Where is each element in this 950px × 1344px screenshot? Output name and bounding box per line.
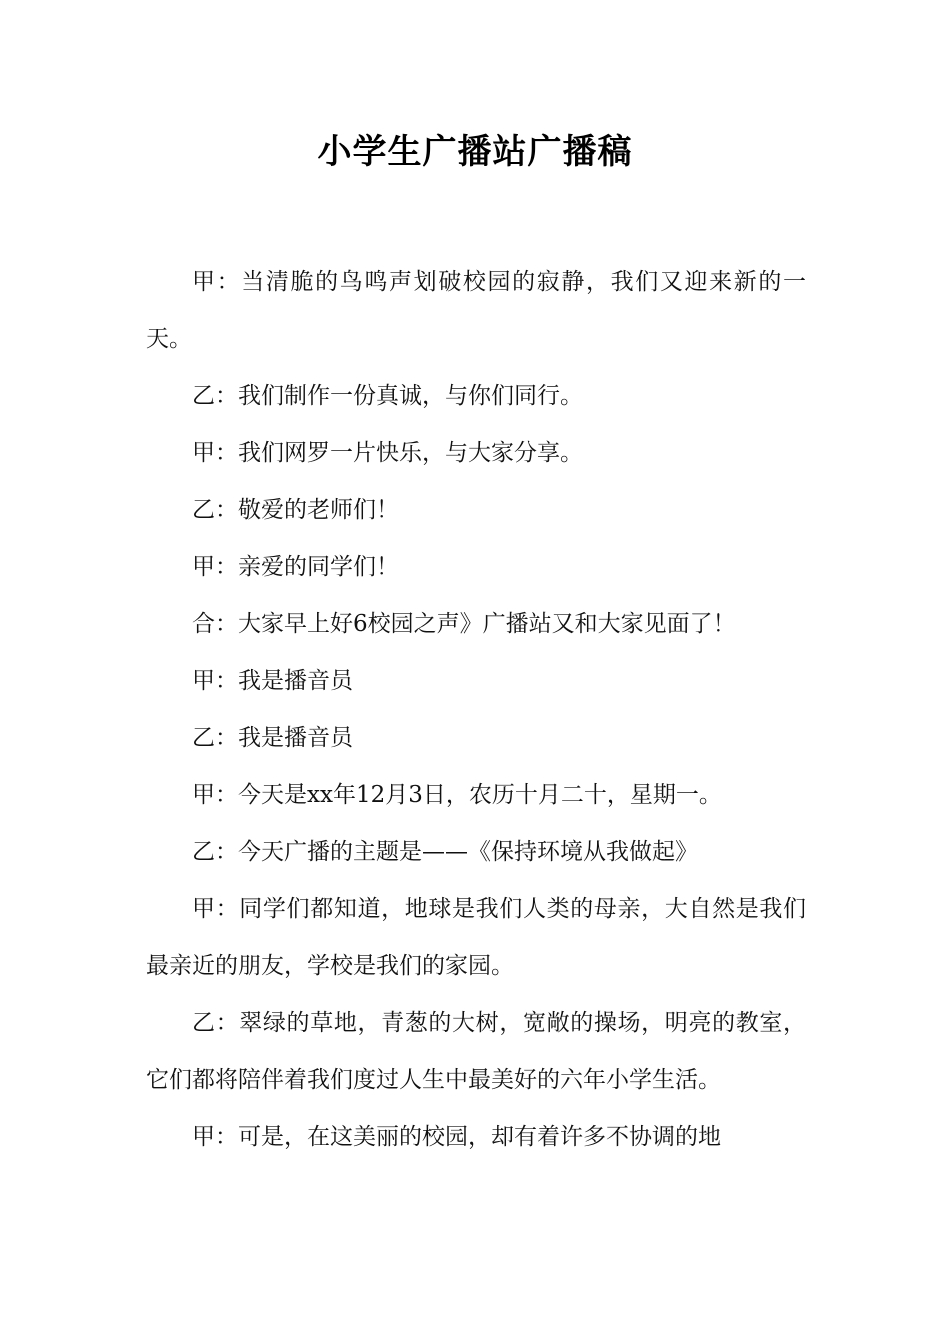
paragraph: 甲：我们网罗一片快乐，与大家分享。: [192, 440, 583, 466]
document-body: [146, 254, 806, 1166]
paragraph: 甲：可是，在这美丽的校园，却有着许多不协调的地: [192, 1124, 721, 1150]
paragraph: 甲：亲爱的同学们！: [192, 554, 399, 580]
document-title: 小学生广播站广播稿: [317, 132, 633, 172]
paragraph: 合：大家早上好6校园之声》广播站又和大家见面了！: [192, 611, 736, 637]
paragraph: 甲：当清脆的鸟鸣声划破校园的寂静，我们又迎来新的一天。: [146, 269, 806, 352]
paragraph: 乙：翠绿的草地，青葱的大树，宽敞的操场，明亮的教室，它们都将陪伴着我们度过人生中最美好的六年小学生活。: [146, 1010, 806, 1093]
paragraph: 乙：我们制作一份真诚，与你们同行。: [192, 383, 583, 409]
paragraph: 乙：今天广播的主题是——《保持环境从我做起》: [192, 839, 698, 865]
paragraph: 乙：敬爱的老师们！: [192, 497, 399, 523]
paragraph: 甲：我是播音员: [192, 668, 353, 694]
paragraph: 甲：今天是xx年12月3日，农历十月二十，星期一。: [192, 782, 722, 808]
paragraph: 甲：同学们都知道，地球是我们人类的母亲，大自然是我们最亲近的朋友，学校是我们的家园。: [146, 896, 806, 979]
paragraph: 乙：我是播音员: [192, 725, 353, 751]
